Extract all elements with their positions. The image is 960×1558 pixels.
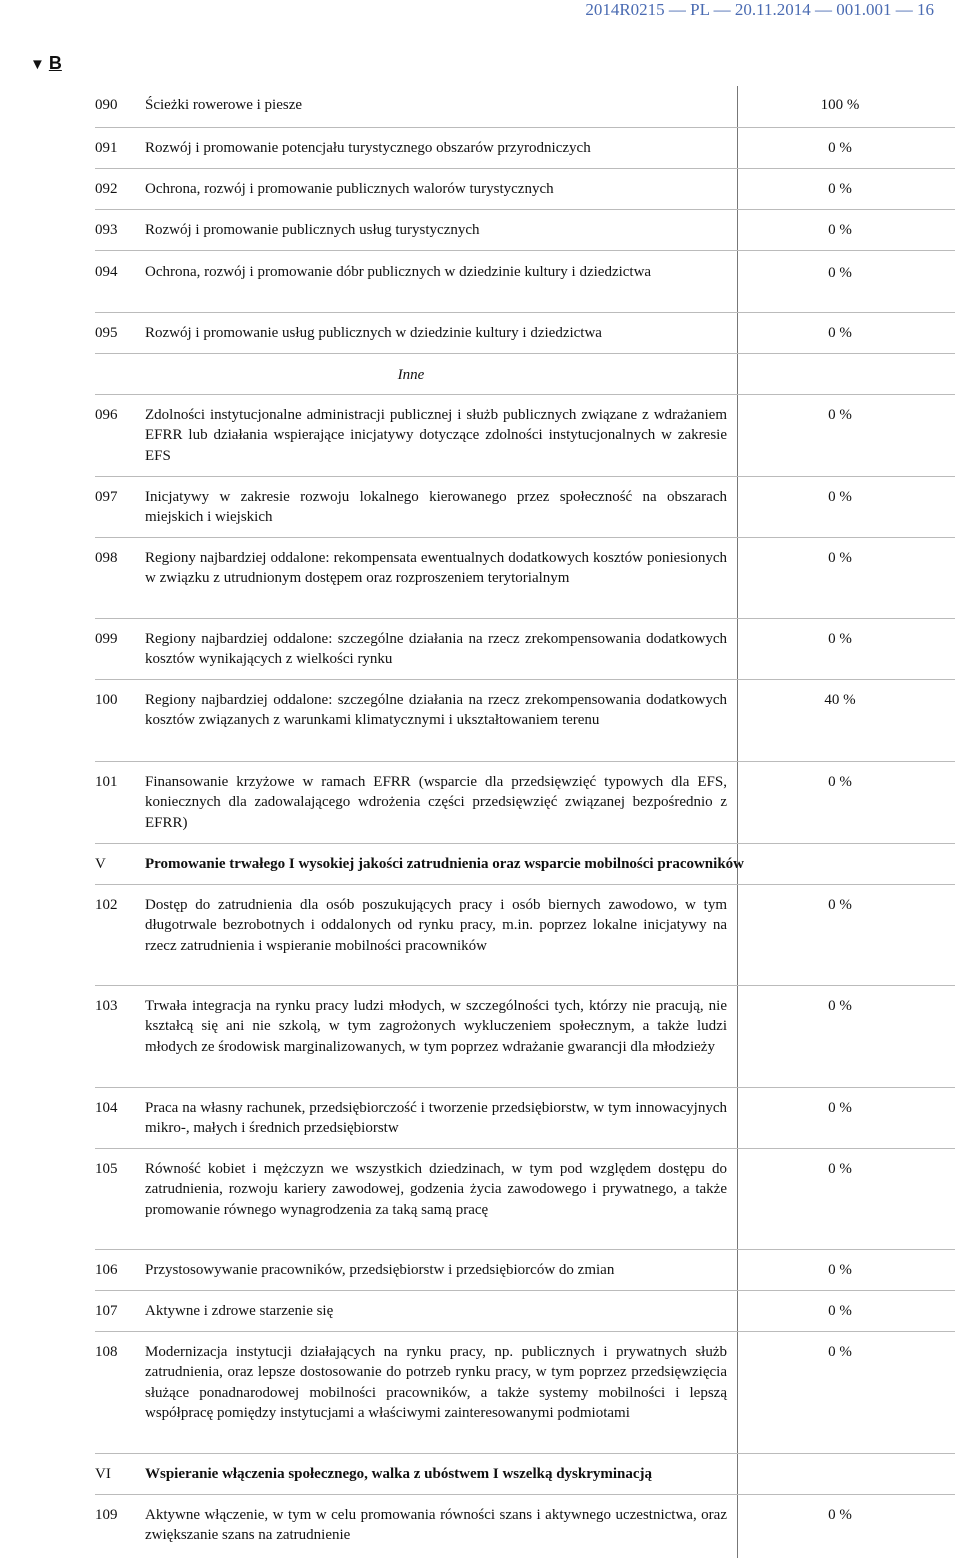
row-value: 0 %: [828, 1161, 852, 1177]
row-code: 105: [95, 1161, 118, 1177]
row-value: 0 %: [828, 181, 852, 197]
row-divider: [95, 843, 955, 844]
row-value: 0 %: [828, 1303, 852, 1319]
row-code: 109: [95, 1507, 118, 1523]
row-description: Aktywne i zdrowe starzenie się: [145, 1303, 334, 1319]
section-title: Wspieranie włączenia społecznego, walka z ubóstwem I wszelką dyskryminacją: [145, 1466, 653, 1482]
row-description: Regiony najbardziej oddalone: rekompensata ewentualnych dodatkowych kosztów poniesionych w związku z utrudnionym dostępem oraz rozproszeniem terytorialnym: [145, 550, 727, 587]
row-code: 097: [95, 489, 118, 505]
row-code: 093: [95, 222, 118, 238]
row-value: 0 %: [828, 1507, 852, 1523]
row-code: 107: [95, 1303, 118, 1319]
row-value: 0 %: [828, 1344, 852, 1360]
row-code: 094: [95, 264, 118, 280]
row-value: 0 %: [828, 265, 852, 281]
section-code: VI: [95, 1466, 111, 1482]
row-code: 090: [95, 97, 118, 113]
row-code: 102: [95, 897, 118, 913]
row-divider: [95, 985, 955, 986]
row-value: 0 %: [828, 897, 852, 913]
row-value: 0 %: [828, 998, 852, 1014]
row-value: 0 %: [828, 222, 852, 238]
row-divider: [95, 250, 955, 251]
subheading: Inne: [397, 367, 425, 383]
row-description: Ścieżki rowerowe i piesze: [145, 97, 303, 113]
row-divider: [95, 884, 955, 885]
row-value: 0 %: [828, 325, 852, 341]
row-value: 0 %: [828, 774, 852, 790]
row-description: Rozwój i promowanie usług publicznych w dziedzinie kultury i dziedzictwa: [145, 325, 602, 341]
row-value: 100 %: [820, 97, 860, 113]
row-divider: [95, 209, 955, 210]
section-title: Promowanie trwałego I wysokiej jakości zatrudnienia oraz wsparcie mobilności pracowników: [145, 856, 744, 872]
row-divider: [95, 1331, 955, 1332]
row-code: 101: [95, 774, 118, 790]
row-divider: [95, 537, 955, 538]
row-description: Regiony najbardziej oddalone: szczególne działania na rzecz zrekompensowania dodatkowych kosztów związanych z warunkami klimatycznymi i ukształtowaniem terenu: [145, 692, 727, 729]
column-divider: [737, 86, 738, 1558]
row-description: Rozwój i promowanie publicznych usług turystycznych: [145, 222, 480, 238]
row-divider: [95, 618, 955, 619]
section-code: V: [95, 856, 106, 872]
triangle-down-icon: ▼: [30, 56, 45, 73]
row-value: 40 %: [824, 692, 856, 708]
row-code: 095: [95, 325, 118, 341]
row-value: 0 %: [828, 550, 852, 566]
row-code: 098: [95, 550, 118, 566]
row-description: Finansowanie krzyżowe w ramach EFRR (wsparcie dla przedsięwzięć typowych dla EFS, koniecznych dla zadowalającego wdrożenia części przedsięwzięć związanej bezpośrednio z EFRR): [145, 774, 727, 831]
row-description: Przystosowywanie pracowników, przedsiębiorstw i przedsiębiorców do zmian: [145, 1262, 615, 1278]
row-divider: [95, 394, 955, 395]
row-divider: [95, 1148, 955, 1149]
row-value: 0 %: [828, 631, 852, 647]
row-divider: [95, 1087, 955, 1088]
row-description: Równość kobiet i mężczyzn we wszystkich dziedzinach, w tym pod względem dostępu do zatrudnienia, rozwoju kariery zawodowej, godzenia życia zawodowego i prywatnego, a także promowanie równego wynagrodzenia za taką samą pracę: [145, 1161, 727, 1218]
row-divider: [95, 761, 955, 762]
row-description: Dostęp do zatrudnienia dla osób poszukujących pracy i osób biernych zawodowo, w tym długotrwale bezrobotnych i oddalonych od rynku pracy, m.in. poprzez lokalne inicjatywy na rzecz zatrudnienia i wspieranie mobilności pracowników: [145, 897, 727, 954]
row-description: Trwała integracja na rynku pracy ludzi młodych, w szczególności tych, którzy nie pracują, nie kształcą się ani nie szkolą, w tym zagrożonych wykluczeniem społecznym, a także ludzi młodych ze środowisk marginalizowanych, w tym poprzez wdrażanie gwarancji dla młodzieży: [145, 998, 727, 1055]
row-divider: [95, 1494, 955, 1495]
row-code: 104: [95, 1100, 118, 1116]
section-marker: [30, 53, 62, 75]
row-code: 091: [95, 140, 118, 156]
row-description: Modernizacja instytucji działających na rynku pracy, np. publicznych i prywatnych służb zatrudnienia, oraz lepsze dostosowanie do potrzeb rynku pracy, w tym poprzez przedsięwzięcia służące ponadnarodowej mobilności pracowników, a także systemy mobilności i lepszą współpracę pomiędzy instytucjami a właściwymi zainteresowanymi podmiotami: [145, 1344, 727, 1421]
row-description: Ochrona, rozwój i promowanie publicznych walorów turystycznych: [145, 181, 554, 197]
row-value: 0 %: [828, 407, 852, 423]
row-value: 0 %: [828, 140, 852, 156]
row-code: 096: [95, 407, 118, 423]
row-description: Regiony najbardziej oddalone: szczególne działania na rzecz zrekompensowania dodatkowych kosztów wynikających z wielkości rynku: [145, 631, 727, 668]
row-description: Inicjatywy w zakresie rozwoju lokalnego kierowanego przez społeczność na obszarach miejskich i wiejskich: [145, 489, 727, 526]
row-divider: [95, 476, 955, 477]
row-value: 0 %: [828, 489, 852, 505]
row-divider: [95, 168, 955, 169]
row-divider: [95, 1249, 955, 1250]
row-divider: [95, 679, 955, 680]
row-value: 0 %: [828, 1262, 852, 1278]
row-description: Rozwój i promowanie potencjału turystycznego obszarów przyrodniczych: [145, 140, 591, 156]
row-description: Aktywne włączenie, w tym w celu promowania równości szans i aktywnego uczestnictwa, oraz zwiększanie szans na zatrudnienie: [145, 1507, 727, 1544]
row-code: 103: [95, 998, 118, 1014]
row-code: 092: [95, 181, 118, 197]
row-code: 108: [95, 1344, 118, 1360]
row-divider: [95, 127, 955, 128]
row-divider: [95, 1453, 955, 1454]
row-description: Zdolności instytucjonalne administracji publicznej i służb publicznych związane z wdrażaniem EFRR lub działania wspierające inicjatywy dotyczące zdolności instytucjonalnych w zakresie EFS: [145, 407, 727, 464]
row-divider: [95, 353, 955, 354]
row-code: 106: [95, 1262, 118, 1278]
row-description: Ochrona, rozwój i promowanie dóbr publicznych w dziedzinie kultury i dziedzictwa: [145, 264, 652, 280]
row-code: 099: [95, 631, 118, 647]
row-description: Praca na własny rachunek, przedsiębiorczość i tworzenie przedsiębiorstw, w tym innowacyjnych mikro-, małych i średnich przedsiębiorstw: [145, 1100, 727, 1137]
row-divider: [95, 1290, 955, 1291]
row-value: 0 %: [828, 1100, 852, 1116]
marker-label: B: [48, 53, 62, 73]
document-header: 2014R0215 — PL — 20.11.2014 — 001.001 — 16: [585, 0, 934, 19]
row-divider: [95, 312, 955, 313]
row-code: 100: [95, 692, 118, 708]
